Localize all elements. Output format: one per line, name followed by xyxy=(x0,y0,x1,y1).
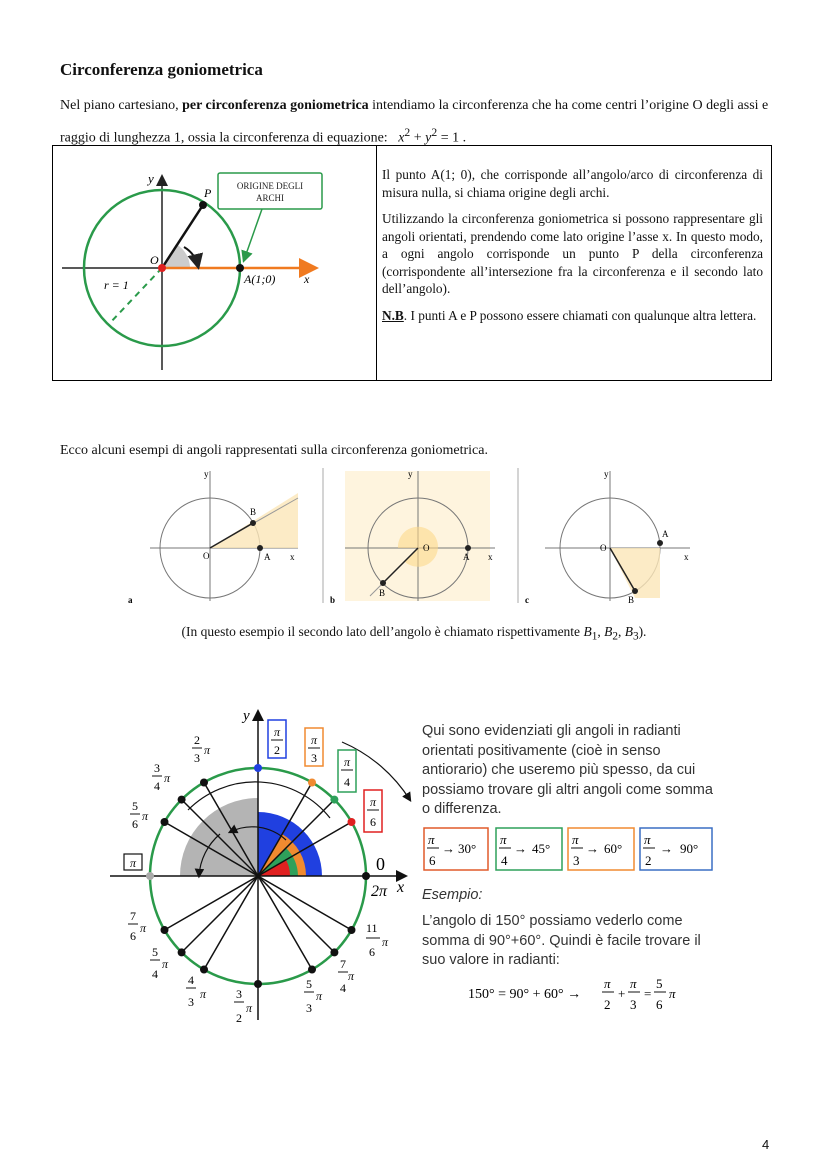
box-nb: N.B. I punti A e P possono essere chiamati con qualunque altra lettera. xyxy=(382,307,757,323)
svg-text:2: 2 xyxy=(236,1011,242,1025)
esempio-text: L’angolo di 150° possiamo vederlo come somma di 90°+60°. Quindi è facile trovare il suo valore in radianti: xyxy=(422,913,701,968)
box-text-2: Utilizzando la circonferenza goniometrica si possono rappresentare gli angoli orientati, prendendo come lato origine l’asse x. In questo modo, a ogni angolo corrisponde un punto P della circonferenza (corrispondente all’intersezione fra la circonferenza e il secondo lato dell’angolo). xyxy=(382,211,763,296)
svg-text:π: π xyxy=(604,976,611,991)
svg-text:π: π xyxy=(129,856,137,870)
conv-den-4: 2 xyxy=(645,853,652,868)
svg-text:A: A xyxy=(662,529,669,539)
svg-text:π: π xyxy=(500,832,507,847)
svg-text:π: π xyxy=(382,935,389,949)
svg-text:π: π xyxy=(164,771,171,785)
conv-deg-4: 90° xyxy=(680,841,699,856)
svg-text:4: 4 xyxy=(344,775,350,789)
svg-text:5: 5 xyxy=(656,976,663,991)
svg-text:6: 6 xyxy=(370,815,376,829)
svg-text:π: π xyxy=(572,832,579,847)
conversion-row xyxy=(422,826,722,872)
svg-text:A: A xyxy=(463,552,470,562)
svg-text:π: π xyxy=(200,987,207,1001)
svg-text:3: 3 xyxy=(194,751,200,765)
svg-text:π: π xyxy=(162,957,169,971)
svg-text:π: π xyxy=(204,743,211,757)
page-number: 4 xyxy=(762,1137,770,1152)
callout-line2: ARCHI xyxy=(255,193,285,203)
examples-caption: Ecco alcuni esempi di angoli rappresentati sulla circonferenza goniometrica. xyxy=(60,443,488,458)
svg-text:3: 3 xyxy=(236,987,242,1001)
svg-text:π: π xyxy=(246,1001,253,1015)
svg-text:3: 3 xyxy=(154,761,160,775)
svg-text:π: π xyxy=(428,832,435,847)
svg-text:B: B xyxy=(379,588,386,598)
radians-circle xyxy=(100,700,420,1030)
callout-line1: ORIGINE DEGLI xyxy=(236,181,304,191)
svg-text:π: π xyxy=(273,725,281,739)
label-a: A(1;0) xyxy=(244,272,276,286)
svg-text:2: 2 xyxy=(604,997,611,1012)
svg-text:π: π xyxy=(343,755,351,769)
svg-text:π: π xyxy=(369,795,377,809)
svg-text:11: 11 xyxy=(366,921,378,935)
svg-text:3: 3 xyxy=(306,1001,312,1015)
svg-text:O: O xyxy=(600,543,607,553)
svg-text:2π: 2π xyxy=(371,883,388,900)
svg-text:→: → xyxy=(514,841,527,856)
svg-text:6: 6 xyxy=(132,817,138,831)
svg-text:B: B xyxy=(628,595,635,605)
svg-text:6: 6 xyxy=(656,997,663,1012)
example-panels xyxy=(120,463,720,608)
formula xyxy=(468,972,698,1016)
label-x: x xyxy=(304,272,310,286)
svg-text:y: y xyxy=(604,469,609,479)
svg-text:7: 7 xyxy=(340,957,346,971)
svg-text:π: π xyxy=(669,986,676,1001)
svg-text:5: 5 xyxy=(132,799,138,813)
esempio-label: Esempio: xyxy=(422,887,483,903)
formula-left: 150° = 90° + 60° → xyxy=(468,987,582,1002)
intro-paragraph: Nel piano cartesiano, per circonferenza goniometrica intendiamo la circonferenza che ha come centri l’origine O degli assi e raggio di lunghezza 1, ossia la circonferenza di equazione: $x^2 + y^2 = 1$ . xyxy=(60,98,769,146)
box-text xyxy=(382,166,763,333)
svg-text:2: 2 xyxy=(194,733,200,747)
svg-text:O: O xyxy=(423,543,430,553)
box-text-1: Il punto A(1; 0), che corrisponde all’angolo/arco di circonferenza di misura nulla, si chiama origine degli archi. xyxy=(382,167,763,200)
label-o: O xyxy=(150,253,159,267)
panel-b-label: b xyxy=(330,595,336,605)
radians-description: Qui sono evidenziati gli angoli in radianti orientati positivamente (cioè in senso antiorario) che useremo più spesso, da cui possiamo trovare gli altri angoli come somma o differenza. xyxy=(422,723,713,817)
svg-text:y: y xyxy=(408,469,413,479)
svg-text:4: 4 xyxy=(340,981,346,995)
svg-text:→: → xyxy=(586,841,599,856)
svg-text:x: x xyxy=(290,552,295,562)
svg-text:B: B xyxy=(250,507,257,517)
svg-text:6: 6 xyxy=(130,929,136,943)
label-y: y xyxy=(148,171,154,186)
svg-text:O: O xyxy=(203,551,210,561)
label-p: P xyxy=(204,186,212,200)
svg-text:A: A xyxy=(264,552,271,562)
panel-c xyxy=(525,469,690,605)
label-r: r = 1 xyxy=(104,278,129,292)
conv-den-3: 3 xyxy=(573,853,580,868)
svg-text:y: y xyxy=(243,708,250,724)
svg-text:4: 4 xyxy=(152,967,158,981)
panel-c-label: c xyxy=(525,595,529,605)
svg-text:6: 6 xyxy=(369,945,375,959)
example-note: (In questo esempio il secondo lato dell’angolo è chiamato rispettivamente $B_1$, $B_2$, $B_3$). xyxy=(181,624,647,643)
svg-text:7: 7 xyxy=(130,909,136,923)
svg-text:3: 3 xyxy=(311,751,317,765)
conv-den-2: 4 xyxy=(501,853,508,868)
svg-text:π: π xyxy=(644,832,651,847)
svg-text:π: π xyxy=(348,969,355,983)
svg-text:2: 2 xyxy=(274,743,280,757)
svg-text:3: 3 xyxy=(188,995,194,1009)
svg-text:π: π xyxy=(140,921,147,935)
conv-deg-3: 60° xyxy=(604,841,623,856)
page-title: Circonferenza goniometrica xyxy=(60,60,263,79)
svg-text:π: π xyxy=(630,976,637,991)
svg-text:y: y xyxy=(204,469,209,479)
conv-deg-2: 45° xyxy=(532,841,551,856)
svg-text:5: 5 xyxy=(152,945,158,959)
conv-deg-1: 30° xyxy=(458,841,477,856)
svg-text:→: → xyxy=(660,841,673,856)
svg-text:π: π xyxy=(142,809,149,823)
unit-circle-diagram xyxy=(52,145,375,379)
panel-a xyxy=(128,469,298,605)
panel-a-label: a xyxy=(128,595,133,605)
svg-text:→: → xyxy=(442,841,455,856)
svg-text:π: π xyxy=(316,989,323,1003)
svg-text:=: = xyxy=(644,986,652,1001)
svg-text:3: 3 xyxy=(630,997,637,1012)
svg-text:x: x xyxy=(684,552,689,562)
svg-text:π: π xyxy=(310,733,318,747)
svg-text:+: + xyxy=(618,986,626,1001)
svg-text:4: 4 xyxy=(154,779,160,793)
intro-bold-term: per circonferenza goniometrica xyxy=(182,98,369,113)
svg-text:x: x xyxy=(397,879,405,896)
panel-b xyxy=(330,469,495,605)
svg-text:0: 0 xyxy=(376,854,385,874)
svg-text:4: 4 xyxy=(188,973,194,987)
svg-text:x: x xyxy=(488,552,493,562)
conv-den-1: 6 xyxy=(429,853,436,868)
svg-text:5: 5 xyxy=(306,977,312,991)
